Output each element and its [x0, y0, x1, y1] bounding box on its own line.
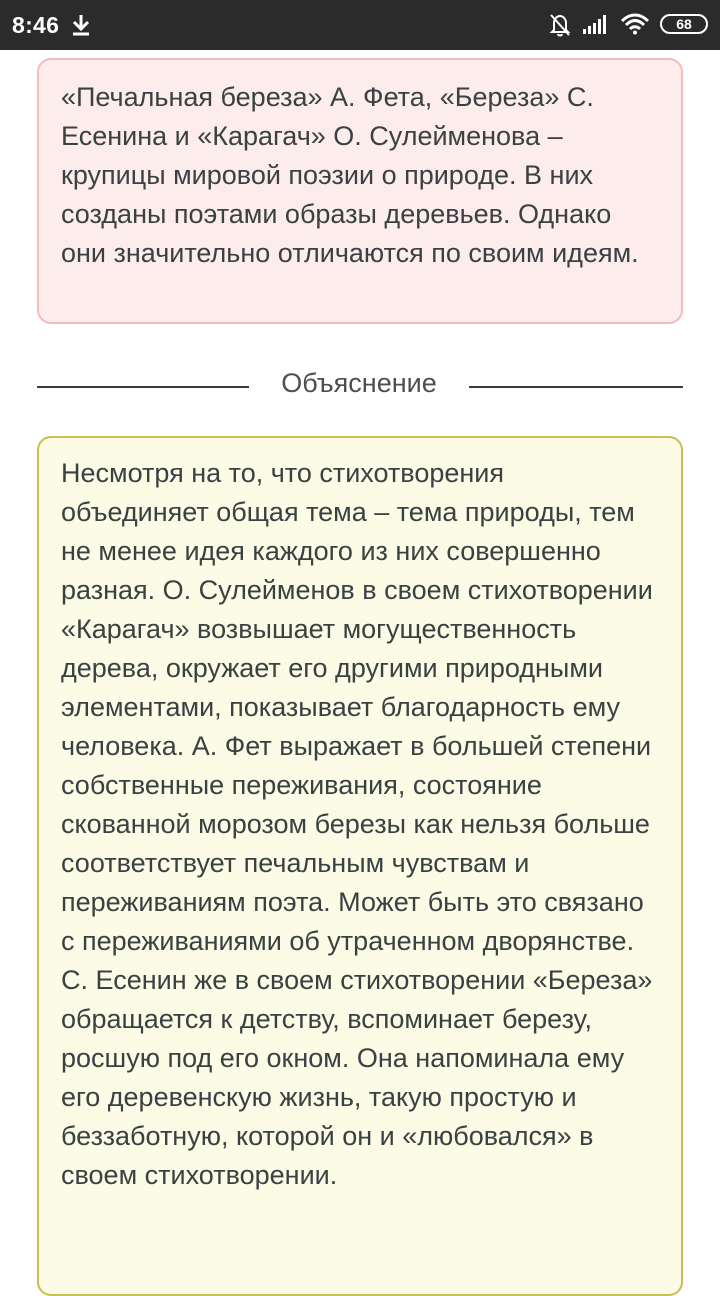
download-icon [70, 13, 92, 37]
battery-indicator [660, 14, 708, 34]
divider-line-left [37, 386, 249, 388]
battery-level: 68 [676, 16, 692, 32]
notifications-muted-icon [548, 12, 572, 38]
answer-text: «Печальная береза» А. Фета, «Береза» С. Есенина и «Карагач» О. Сулейменова – крупицы мировой поэзии о природе. В них созданы поэтами образы деревьев. Однако они значительно отличаются по своим идеям. [61, 82, 639, 268]
explanation-divider [37, 366, 683, 408]
wifi-icon [620, 13, 650, 35]
status-time: 8:46 [12, 12, 60, 38]
cellular-signal-icon [582, 13, 610, 35]
explanation-heading: Объяснение [281, 368, 437, 398]
status-bar [0, 0, 720, 50]
divider-line-right [469, 386, 683, 388]
explanation-text: Несмотря на то, что стихотворения объединяет общая тема – тема природы, тем не менее идея каждого из них совершенно разная. О. Сулейменов в своем стихотворении «Карагач» возвышает могущественность дерева, окружает его другими природными элементами, показывает благодарность ему человека. А. Фет выражает в большей степени собственные переживания, состояние скованной морозом березы как нельзя больше соответствует печальным чувствам и переживаниям поэта. Может быть это связано с переживаниями об утраченном дворянстве. С. Есенин же в своем стихотворении «Береза» обращается к детству, вспоминает березу, росшую под его окном. Она напоминала ему его деревенскую жизнь, такую простую и беззаботную, которой он и «любовался» в своем стихотворении. [61, 458, 653, 1190]
explanation-card [37, 436, 683, 1296]
answer-card [37, 58, 683, 324]
